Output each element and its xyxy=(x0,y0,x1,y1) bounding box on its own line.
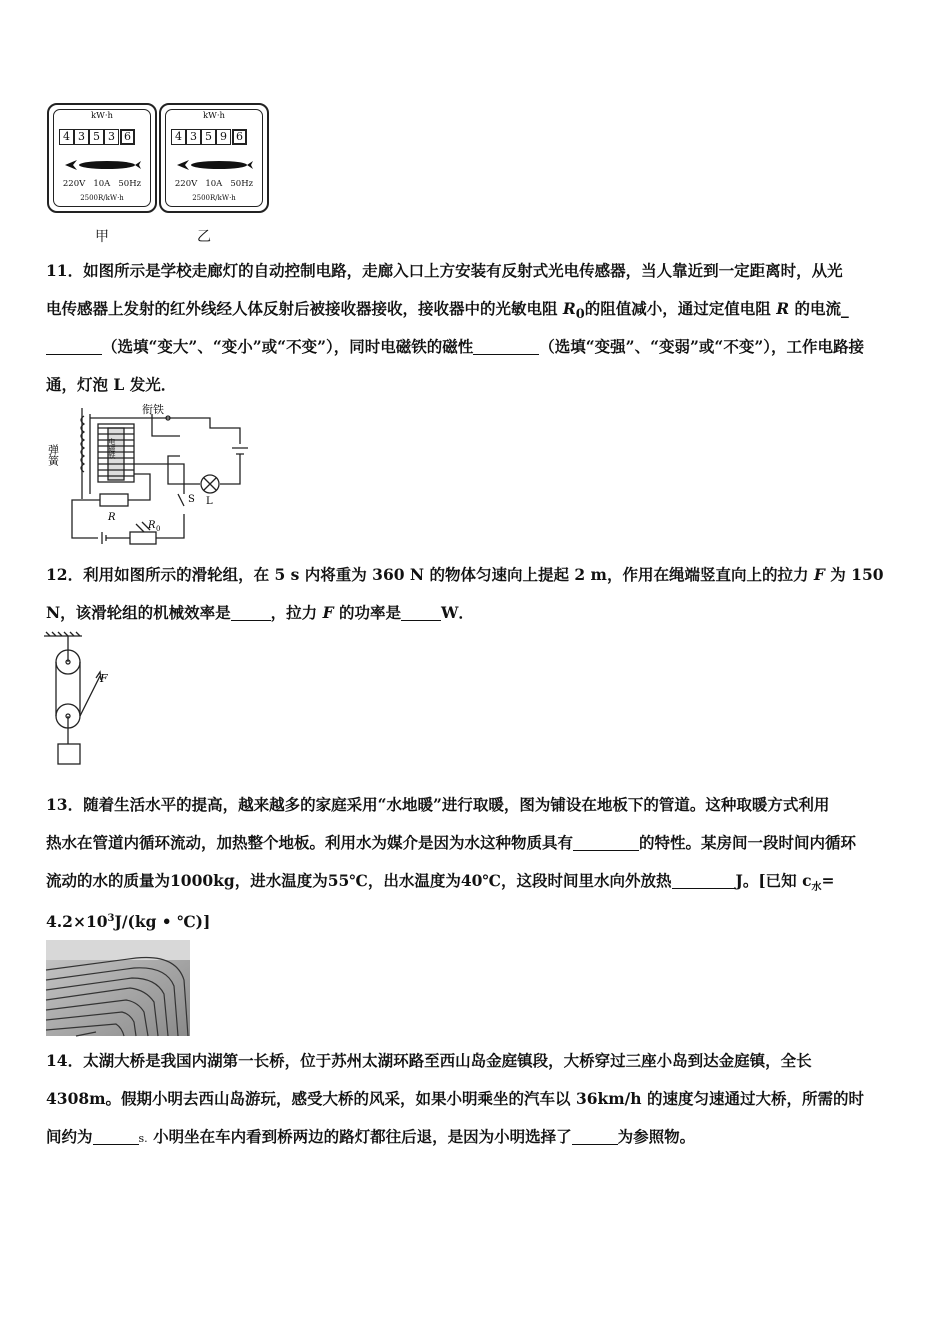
text: 的电流_ xyxy=(789,299,849,318)
spring-label: 弹簧 xyxy=(46,444,60,466)
caption-yi: 乙 xyxy=(197,229,211,245)
subscript: 水 xyxy=(811,882,822,894)
text: J。[已知 c xyxy=(735,871,812,890)
relay-circuit-figure xyxy=(46,403,250,552)
var-r0: R xyxy=(562,299,576,318)
magnet-label: 电磁铁 xyxy=(108,438,116,459)
digit: 4 xyxy=(171,129,186,145)
digit: 3 xyxy=(104,129,119,145)
digit: 9 xyxy=(216,129,231,145)
text: W． xyxy=(441,603,474,622)
text: 4.2×10 xyxy=(46,912,108,932)
q13-line: 13．随着生活水平的提高，越来越多的家庭采用“水地暖”进行取暖，图为铺设在地板下的管道。这种取暖方式利用 xyxy=(46,795,830,814)
text: 的功率是 xyxy=(333,603,401,622)
text: 12．利用如图所示的滑轮组，在 5 s 内将重为 360 N 的物体匀速向上提起 2 m，作用在绳端竖直向上的拉力 xyxy=(46,565,814,584)
q11-line xyxy=(46,290,908,328)
q11-line: 11．如图所示是学校走廊灯的自动控制电路，走廊入口上方安装有反射式光电传感器，当人靠近到一定距离时，从光 xyxy=(46,261,843,280)
var-f: F xyxy=(813,565,825,584)
text: 流动的水的质量为1000kg，进水温度为55℃，出水温度为40℃，这段时间里水向外放热 xyxy=(46,871,672,890)
caption-jia: 甲 xyxy=(95,229,109,245)
subscript: 0 xyxy=(575,307,585,323)
r0-label: R xyxy=(148,520,156,531)
question-14 xyxy=(46,1042,908,1156)
floor-heating-photo xyxy=(46,940,190,1036)
q11-line xyxy=(46,328,908,366)
q14-line: 14．太湖大桥是我国内湖第一长桥，位于苏州太湖环路至西山岛金庭镇段，大桥穿过三座小岛到达金庭镇，全长 xyxy=(46,1051,812,1070)
answer-blank[interactable] xyxy=(573,834,639,851)
q12-line xyxy=(46,556,908,594)
digit: 5 xyxy=(89,129,104,145)
q13-line xyxy=(46,824,908,862)
meter-digits xyxy=(59,129,135,145)
meter-spec: 220V 10A 50Hz xyxy=(62,179,142,189)
pulley-figure xyxy=(44,632,114,766)
q12-line xyxy=(46,594,908,632)
text: J/(kg • ℃)] xyxy=(114,912,211,932)
text: s. xyxy=(138,1132,148,1145)
answer-blank[interactable] xyxy=(572,1128,618,1145)
text: 的阻值减小，通过定值电阻 xyxy=(584,299,777,318)
answer-blank[interactable] xyxy=(473,338,539,355)
q13-line xyxy=(46,862,908,900)
text: 的特性。某房间一段时间内循环 xyxy=(639,833,857,852)
digit: 3 xyxy=(74,129,89,145)
meter-yi xyxy=(159,103,269,213)
lamp-label: L xyxy=(206,496,213,507)
var-f: F xyxy=(322,603,334,622)
force-label: F xyxy=(100,672,108,685)
digit: 3 xyxy=(186,129,201,145)
disc-icon xyxy=(175,157,255,173)
text: 电传感器上发射的红外线经人体反射后被接收器接收，接收器中的光敏电阻 xyxy=(46,299,563,318)
r0-sub: 0 xyxy=(156,525,161,533)
meter-unit: kW·h xyxy=(202,111,226,121)
q14-line xyxy=(46,1118,908,1156)
digit: 6 xyxy=(120,129,135,145)
armature-label: 衔铁 xyxy=(142,403,164,416)
meter-jia xyxy=(47,103,157,213)
meter-spec: 220V 10A 50Hz xyxy=(174,179,254,189)
meter-rev: 2500R/kW·h xyxy=(80,194,124,202)
superscript: 3 xyxy=(107,913,115,924)
meter-digits xyxy=(171,129,247,145)
q14-line: 4308m。假期小明去西山岛游玩，感受大桥的风采，如果小明乘坐的汽车以 36km/h 的速度匀速通过大桥，所需的时 xyxy=(46,1089,864,1108)
digit: 4 xyxy=(59,129,74,145)
digit: 5 xyxy=(201,129,216,145)
text: N，该滑轮组的机械效率是 xyxy=(46,603,231,622)
text: = xyxy=(821,871,835,890)
switch-label: S xyxy=(188,494,195,505)
text: 小明坐在车内看到桥两边的路灯都往后退，是因为小明选择了 xyxy=(147,1127,572,1146)
answer-blank[interactable] xyxy=(46,338,102,355)
question-12 xyxy=(46,556,908,632)
r-label: R xyxy=(108,512,116,523)
text: 热水在管道内循环流动，加热整个地板。利用水为媒介是因为水这种物质具有 xyxy=(46,833,574,852)
var-r: R xyxy=(776,299,790,318)
answer-blank[interactable] xyxy=(401,604,441,621)
question-11 xyxy=(46,252,908,404)
answer-blank[interactable] xyxy=(672,872,736,889)
answer-blank[interactable] xyxy=(231,604,271,621)
meter-rev: 2500R/kW·h xyxy=(192,194,236,202)
disc-icon xyxy=(63,157,143,173)
question-13 xyxy=(46,786,908,938)
meter-unit: kW·h xyxy=(90,111,114,121)
digit: 6 xyxy=(232,129,247,145)
answer-blank[interactable] xyxy=(93,1128,139,1145)
text: 为参照物。 xyxy=(617,1127,696,1146)
text: （选填“变大”、“变小”或“不变”），同时电磁铁的磁性 xyxy=(102,337,474,356)
q11-line: 通，灯泡 L 发光． xyxy=(46,375,177,394)
text: （选填“变强”、“变弱”或“不变”），工作电路接 xyxy=(539,337,864,356)
text: ，拉力 xyxy=(270,603,323,622)
q13-line xyxy=(46,900,908,938)
text: 为 150 xyxy=(824,565,884,584)
text: 间约为 xyxy=(46,1127,93,1146)
